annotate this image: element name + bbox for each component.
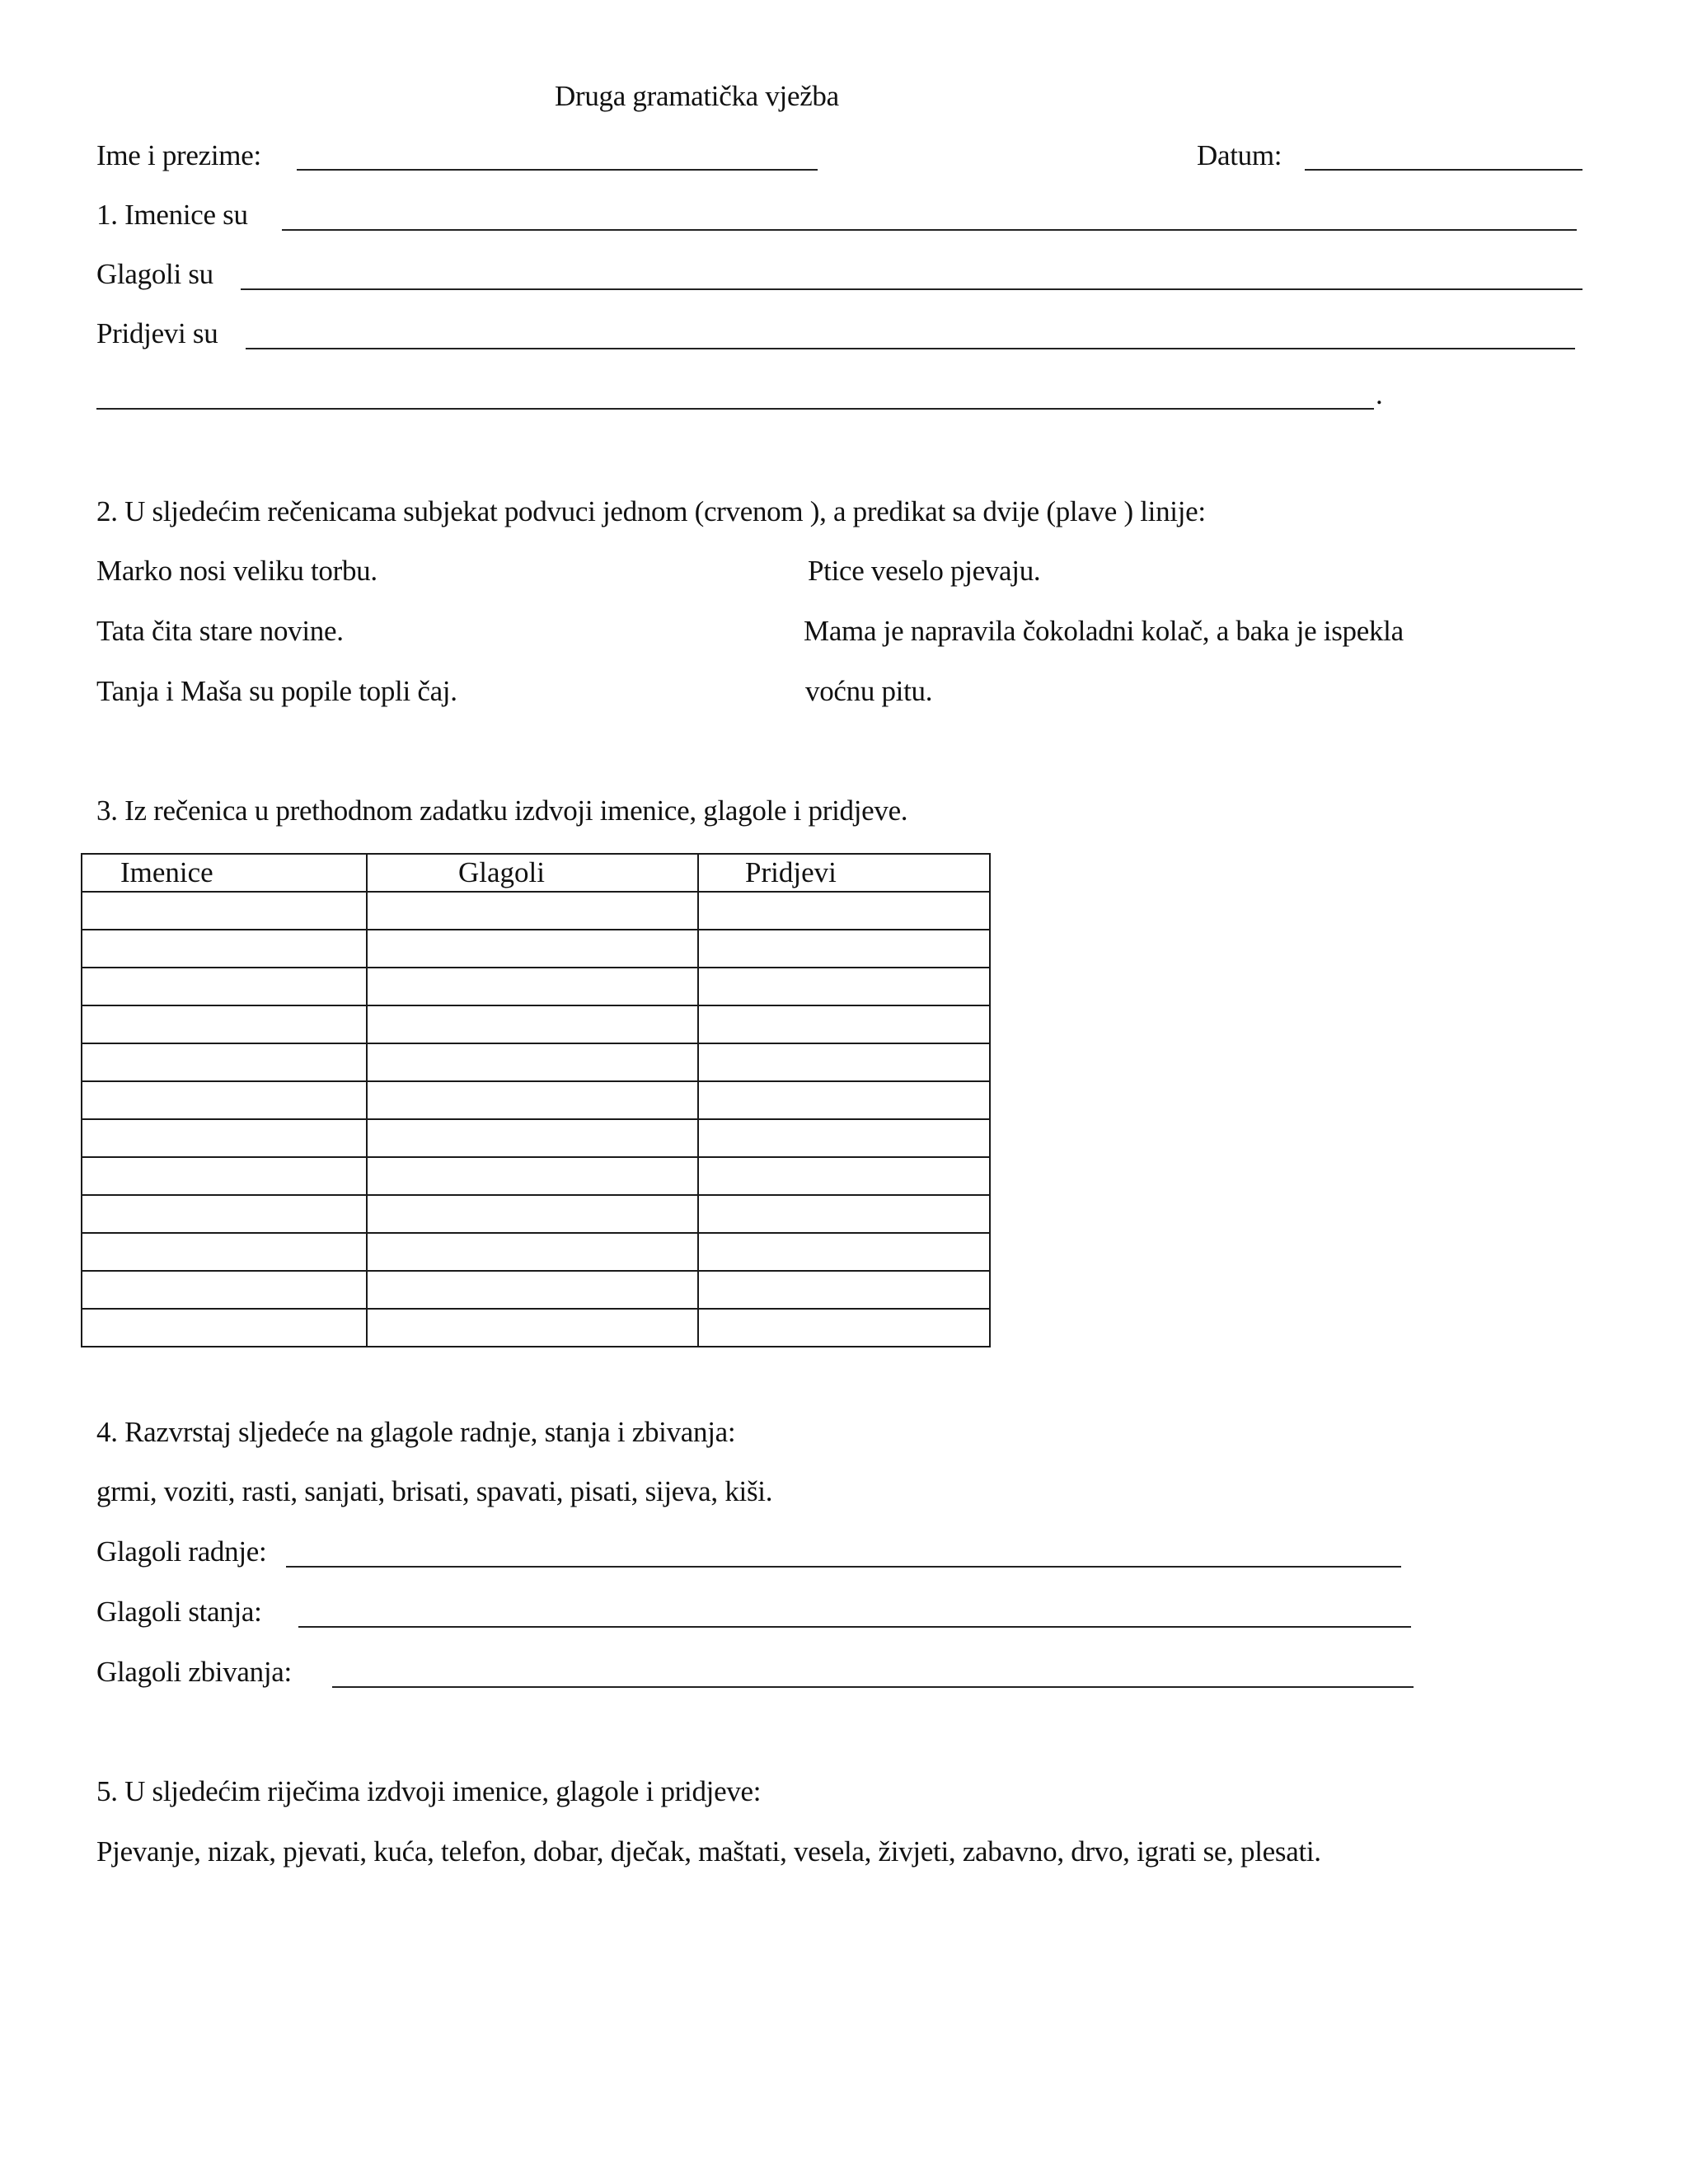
table-cell[interactable] xyxy=(82,1043,367,1081)
task4-event-verbs-label: Glagoli zbivanja: xyxy=(96,1656,292,1688)
table-cell[interactable] xyxy=(82,892,367,930)
task2-sentence: Tata čita stare novine. xyxy=(96,615,344,647)
table-cell[interactable] xyxy=(367,1195,698,1233)
task2-instruction: 2. U sljedećim rečenicama subjekat podvuci jednom (crvenom ), a predikat sa dvije (plave ) linije: xyxy=(96,495,1206,527)
table-cell[interactable] xyxy=(82,1233,367,1271)
word-classification-table xyxy=(81,853,991,1347)
task1-adjectives-label: Pridjevi su xyxy=(96,317,218,349)
table-cell[interactable] xyxy=(82,930,367,968)
table-cell[interactable] xyxy=(367,1233,698,1271)
table-cell[interactable] xyxy=(367,1157,698,1195)
table-cell[interactable] xyxy=(698,1271,990,1309)
table-row xyxy=(82,1005,990,1043)
task4-event-verbs-line[interactable] xyxy=(332,1686,1414,1688)
table-cell[interactable] xyxy=(82,1081,367,1119)
table-cell[interactable] xyxy=(82,1309,367,1347)
task4-action-verbs-line[interactable] xyxy=(286,1566,1401,1568)
task5-instruction: 5. U sljedećim riječima izdvoji imenice, glagole i pridjeve: xyxy=(96,1775,762,1807)
table-cell[interactable] xyxy=(698,892,990,930)
table-row xyxy=(82,1119,990,1157)
task1-verbs-label: Glagoli su xyxy=(96,258,213,290)
task4-state-verbs-line[interactable] xyxy=(298,1626,1411,1628)
worksheet-title: Druga gramatička vježba xyxy=(555,80,839,112)
column-header-imenice: Imenice xyxy=(82,854,367,892)
table-row xyxy=(82,1271,990,1309)
table-row xyxy=(82,892,990,930)
table-cell[interactable] xyxy=(698,930,990,968)
table-cell[interactable] xyxy=(367,1309,698,1347)
table-row xyxy=(82,1081,990,1119)
table-row xyxy=(82,1309,990,1347)
table-row xyxy=(82,1195,990,1233)
column-header-pridjevi: Pridjevi xyxy=(698,854,990,892)
task2-sentence: voćnu pitu. xyxy=(805,675,933,707)
table-row xyxy=(82,930,990,968)
table-cell[interactable] xyxy=(82,1271,367,1309)
table-cell[interactable] xyxy=(82,1005,367,1043)
task4-instruction: 4. Razvrstaj sljedeće na glagole radnje, stanja i zbivanja: xyxy=(96,1416,736,1448)
name-label: Ime i prezime: xyxy=(96,139,261,171)
table-row xyxy=(82,1233,990,1271)
task3-instruction: 3. Iz rečenica u prethodnom zadatku izdvoji imenice, glagole i pridjeve. xyxy=(96,794,908,827)
table-cell[interactable] xyxy=(698,1157,990,1195)
task1-adjectives-line[interactable] xyxy=(246,348,1575,349)
task2-sentence: Ptice veselo pjevaju. xyxy=(808,555,1041,587)
table-cell[interactable] xyxy=(698,968,990,1005)
task4-action-verbs-label: Glagoli radnje: xyxy=(96,1535,267,1568)
table-row xyxy=(82,968,990,1005)
table-cell[interactable] xyxy=(698,1081,990,1119)
task2-sentence: Marko nosi veliku torbu. xyxy=(96,555,377,587)
table-cell[interactable] xyxy=(698,1005,990,1043)
task1-continuation-line[interactable] xyxy=(96,408,1374,410)
column-header-glagoli: Glagoli xyxy=(367,854,698,892)
table-cell[interactable] xyxy=(82,1157,367,1195)
table-cell[interactable] xyxy=(367,1005,698,1043)
date-label: Datum: xyxy=(1197,139,1282,171)
table-cell[interactable] xyxy=(82,1195,367,1233)
table-cell[interactable] xyxy=(367,1119,698,1157)
task2-sentence: Tanja i Maša su popile topli čaj. xyxy=(96,675,457,707)
task2-sentence: Mama je napravila čokoladni kolač, a baka je ispekla xyxy=(804,615,1404,647)
task4-word-list: grmi, voziti, rasti, sanjati, brisati, spavati, pisati, sijeva, kiši. xyxy=(96,1475,773,1507)
task4-state-verbs-label: Glagoli stanja: xyxy=(96,1596,262,1628)
table-cell[interactable] xyxy=(82,1119,367,1157)
table-cell[interactable] xyxy=(698,1119,990,1157)
table-cell[interactable] xyxy=(698,1233,990,1271)
task1-nouns-line[interactable] xyxy=(282,229,1577,231)
table-cell[interactable] xyxy=(367,1043,698,1081)
table-cell[interactable] xyxy=(367,1081,698,1119)
table-cell[interactable] xyxy=(698,1043,990,1081)
table-cell[interactable] xyxy=(367,1271,698,1309)
task1-end-period: . xyxy=(1376,378,1383,410)
table-cell[interactable] xyxy=(698,1195,990,1233)
table-cell[interactable] xyxy=(367,892,698,930)
table-header-row xyxy=(82,854,990,892)
task1-verbs-line[interactable] xyxy=(241,288,1582,290)
date-answer-line[interactable] xyxy=(1305,169,1582,171)
name-answer-line[interactable] xyxy=(297,169,818,171)
table-row xyxy=(82,1043,990,1081)
task1-nouns-label: 1. Imenice su xyxy=(96,199,248,231)
table-cell[interactable] xyxy=(82,968,367,1005)
table-cell[interactable] xyxy=(367,968,698,1005)
table-row xyxy=(82,1157,990,1195)
task5-word-list: Pjevanje, nizak, pjevati, kuća, telefon, dobar, dječak, maštati, vesela, živjeti, zabavno, drvo, igrati se, plesati. xyxy=(96,1835,1321,1868)
table-cell[interactable] xyxy=(367,930,698,968)
table-cell[interactable] xyxy=(698,1309,990,1347)
